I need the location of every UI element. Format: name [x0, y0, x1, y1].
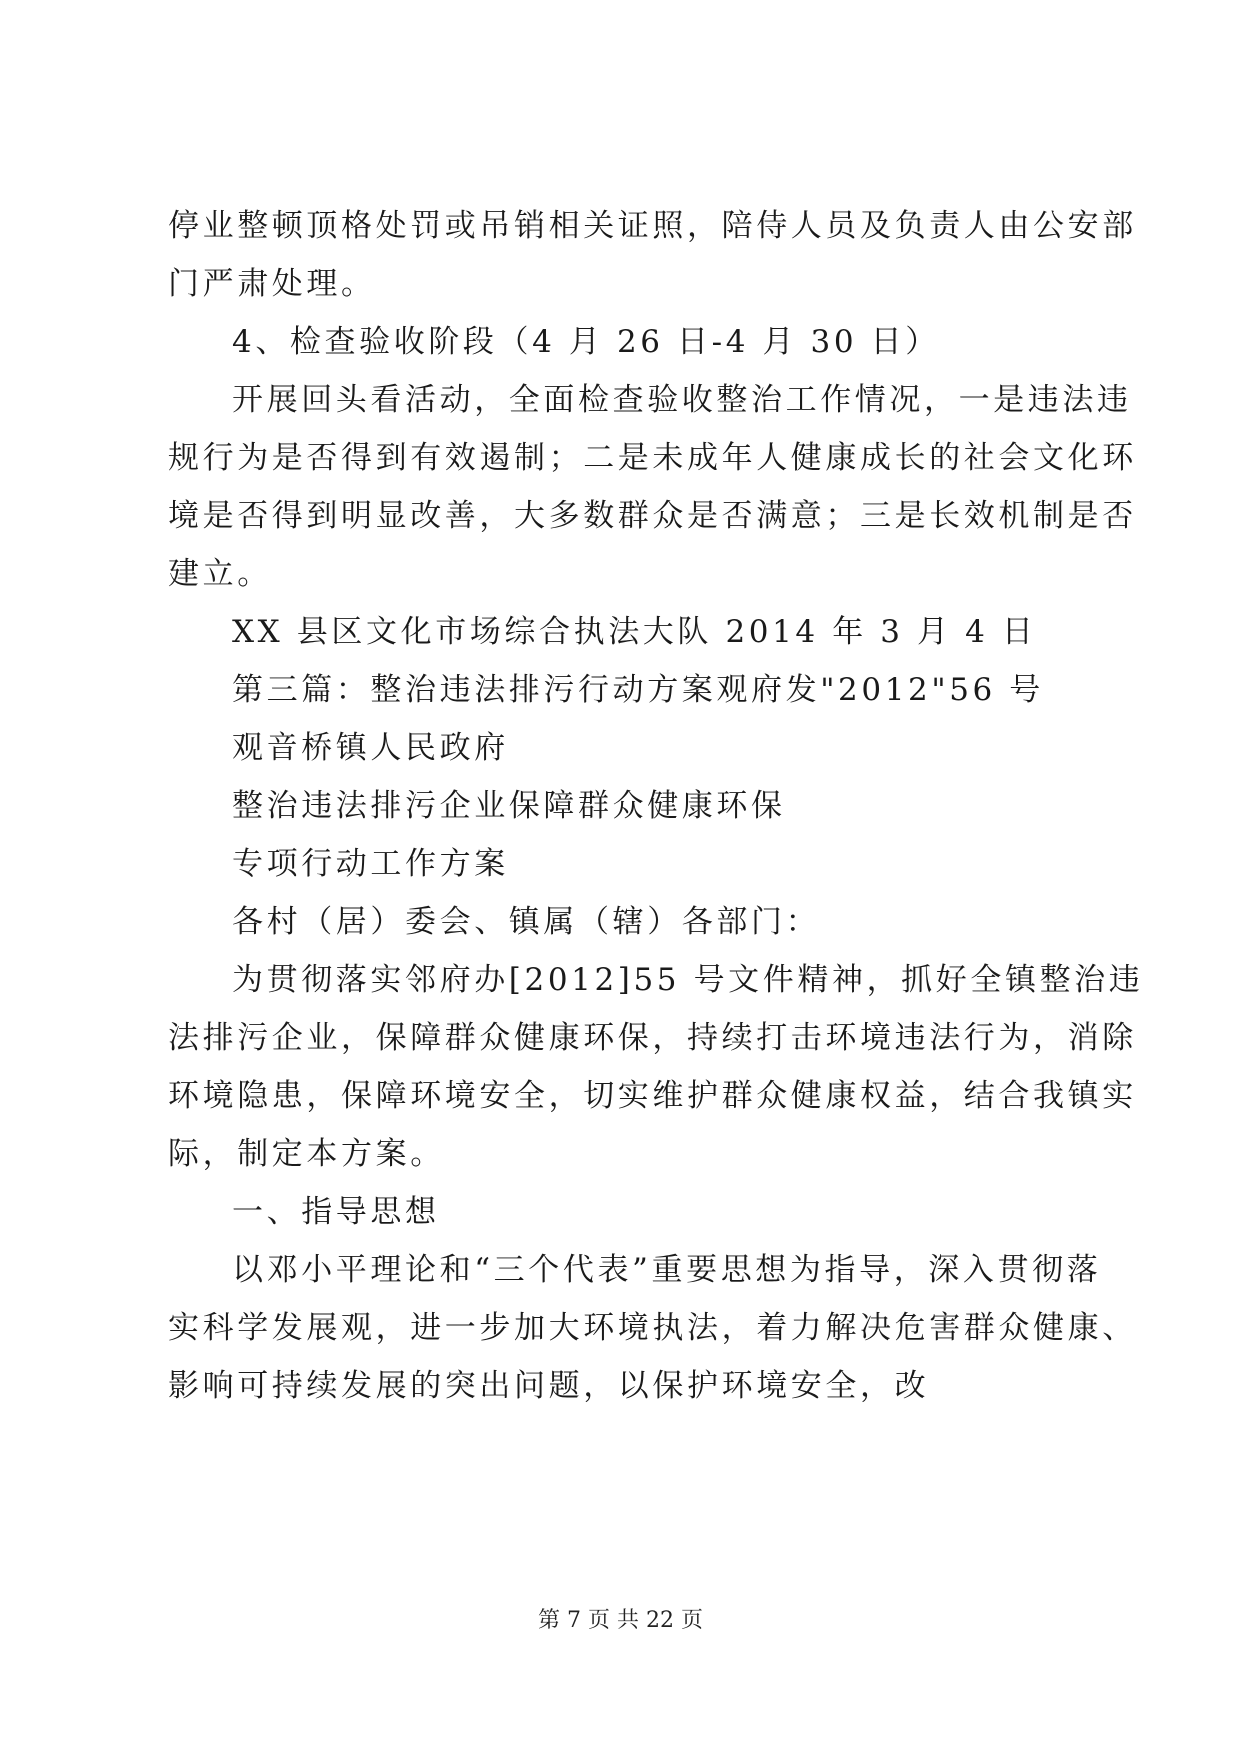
chapter-title: 第三篇：整治违法排污行动方案观府发"2012"56 号 — [232, 672, 1044, 708]
body-line: 为贯彻落实邻府办[2012]55 号文件精神，抓好全镇整治违 — [232, 962, 1144, 998]
body-line: 规行为是否得到有效遏制；二是未成年人健康成长的社会文化环 — [168, 440, 1137, 476]
body-line: 开展回头看活动，全面检查验收整治工作情况，一是违法违 — [232, 382, 1132, 418]
body-line: 以邓小平理论和“三个代表”重要思想为指导，深入贯彻落 — [232, 1252, 1102, 1288]
signature-line: XX 县区文化市场综合执法大队 2014 年 3 月 4 日 — [232, 614, 1037, 650]
body-line: 停业整顿顶格处罚或吊销相关证照，陪侍人员及负责人由公安部 — [168, 208, 1137, 244]
body-line: 环境隐患，保障环境安全，切实维护群众健康权益，结合我镇实 — [168, 1078, 1137, 1114]
salutation-line: 各村（居）委会、镇属（辖）各部门： — [232, 904, 821, 940]
plan-title-line: 专项行动工作方案 — [232, 846, 509, 882]
body-line: 法排污企业，保障群众健康环保，持续打击环境违法行为，消除 — [168, 1020, 1137, 1056]
body-line: 影响可持续发展的突出问题，以保护环境安全，改 — [168, 1368, 930, 1404]
section-heading: 4、检查验收阶段（4 月 26 日-4 月 30 日） — [232, 324, 940, 360]
section-heading: 一、指导思想 — [232, 1194, 440, 1230]
plan-title-line: 整治违法排污企业保障群众健康环保 — [232, 788, 786, 824]
body-line: 门严肃处理。 — [168, 266, 376, 302]
page-number-footer: 第 7 页 共 22 页 — [538, 1608, 703, 1633]
body-line: 际，制定本方案。 — [168, 1136, 445, 1172]
body-line: 境是否得到明显改善，大多数群众是否满意；三是长效机制是否 — [168, 498, 1137, 534]
body-line: 建立。 — [168, 556, 272, 592]
issuer-line: 观音桥镇人民政府 — [232, 730, 509, 766]
body-line: 实科学发展观，进一步加大环境执法，着力解决危害群众健康、 — [168, 1310, 1137, 1346]
